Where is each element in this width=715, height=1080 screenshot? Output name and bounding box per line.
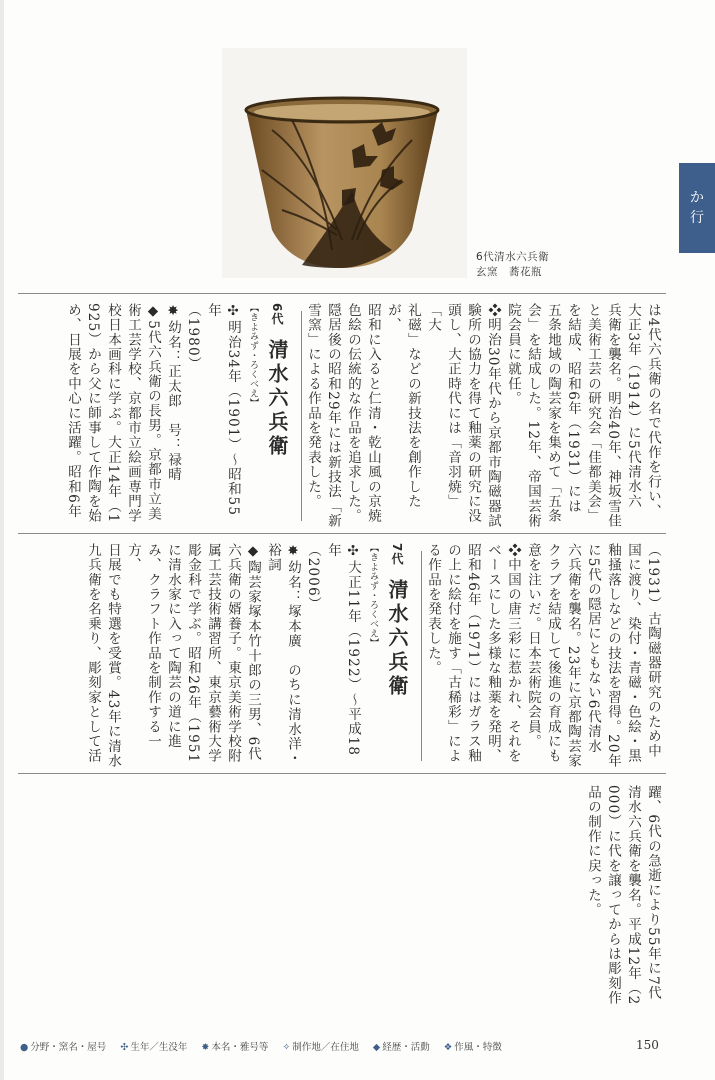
entry-line: 属工芸技術講習所、東京藝術大学 — [205, 543, 221, 764]
legend-item-career: ◆ 経歴・活動 — [372, 1042, 430, 1053]
bowl-image — [242, 90, 442, 270]
text-band-3 — [18, 785, 663, 1011]
text-line: 礼磁」などの新技法を創作したが、 — [385, 303, 421, 509]
entry-line: 裕詞 — [265, 543, 281, 573]
entry-line: ✸幼名：正太郎 号：禄晴 — [165, 303, 181, 482]
text-line: と美術工芸の研究会「佳都美会」 — [585, 303, 601, 524]
text-line: 会」を結成した。12年、帝国芸術 — [525, 303, 541, 529]
entry-line: 校日本画科に学ぶ。大正14年（1 — [105, 303, 121, 524]
text-line: に5代の隠居にともない6代清水 — [585, 543, 601, 754]
symbol-legend — [20, 1039, 513, 1053]
index-tab-char-1: か — [690, 190, 704, 206]
text-line: 品の制作に戻った。 — [585, 785, 601, 918]
legend-item-place: ✧ 制作地／在住地 — [282, 1042, 359, 1053]
legend-item-field: ● 分野・窯名・屋号 — [20, 1042, 107, 1053]
legend-item-birth: ✣ 生年／生没年 — [120, 1042, 188, 1053]
diamond-icon: ◆ — [372, 1042, 381, 1053]
page-number: 150 — [636, 1038, 659, 1052]
text-line: 国に渡り、染付・青磁・色絵・黒 — [625, 543, 641, 764]
text-line: 兵衛を襲名。明治40年、神坂雪佳 — [605, 303, 621, 529]
text-line: る作品を発表した。 — [425, 543, 441, 676]
text-line: ❖明治30年代から京都市陶磁器試 — [485, 303, 501, 529]
entry-reading: 【きよみず・ろくべえ】 — [248, 303, 258, 408]
page-edge-shadow — [0, 0, 4, 1080]
text-line: ❖中国の唐三彩に惹かれ、それを — [505, 543, 521, 764]
text-line: 雪窯」による作品を発表した。 — [305, 303, 321, 509]
artwork-photo — [222, 48, 467, 278]
entry-heading-7th — [387, 543, 407, 769]
entry-line: ✣大正11年（1922）〜平成18年 — [325, 543, 361, 757]
entry-line: め、日展を中心に活躍。昭和6年 — [65, 303, 81, 519]
text-line: 色絵の伝統的な作品を追求した。 — [345, 303, 361, 524]
entry-heading-6th — [267, 303, 287, 529]
entry-line: （1980） — [185, 303, 201, 372]
text-line: 000）に代を譲ってからは彫刻作 — [605, 785, 621, 1006]
text-line: （1931）古陶磁器研究のため中 — [645, 543, 661, 759]
entry-line: 六兵衛の婿養子。東京美術学校附 — [225, 543, 241, 764]
star-icon: ✸ — [201, 1042, 210, 1053]
text-line: 五条地域の陶芸家を集めて「五条 — [545, 303, 561, 524]
entry-name: 清水六兵衛 — [265, 339, 289, 460]
flower-cross-icon: ✣ — [120, 1042, 129, 1053]
text-line: 意を注いだ。日本芸術院会員。 — [525, 543, 541, 749]
caption-title: 玄窯 蕎花瓶 — [476, 266, 542, 278]
entry-line: に清水家に入って陶芸の道に進 — [165, 543, 181, 749]
text-line: を結成、昭和6年（1931）には — [565, 303, 581, 514]
entry-name: 清水六兵衛 — [385, 579, 409, 700]
text-line: 躍、6代の急逝により55年に7代 — [645, 785, 661, 1001]
text-line: 清水六兵衛を襲名。平成12年（2 — [625, 785, 641, 1006]
text-band-1 — [18, 303, 663, 529]
legend-item-style: ❖ 作風・特徴 — [443, 1042, 502, 1053]
entry-generation: 6代 — [270, 303, 284, 326]
index-tab-ka-gyo[interactable] — [679, 163, 715, 253]
text-line: 験所の協力を得て釉薬の研究に没 — [465, 303, 481, 524]
entry-line: 日展でも特選を受賞。43年に清水 — [105, 543, 121, 769]
entry-line: （2006） — [305, 543, 321, 612]
entry-line: 術工芸学校、京都市立絵画専門学 — [125, 303, 141, 524]
text-line: 院会員に就任。 — [505, 303, 521, 406]
text-line: は4代六兵衛の名で代作を行い、 — [645, 303, 661, 519]
text-line: 昭和に入ると仁清・乾山風の京焼 — [365, 303, 381, 524]
entry-line: ◆陶芸家塚本竹十郎の三男、6代 — [245, 543, 261, 762]
entry-line: ✣明治34年（1901）〜昭和55年 — [205, 303, 241, 517]
index-tab-char-2: 行 — [690, 210, 704, 226]
section-rule-3 — [18, 773, 666, 774]
text-line: 頭し、大正時代には「音羽焼」「大 — [425, 303, 461, 509]
text-line: ベースにした多様な釉薬を発明、 — [485, 543, 501, 764]
legend-item-name: ✸ 本名・雅号等 — [201, 1042, 269, 1053]
photo-caption — [476, 250, 549, 280]
entry-reading: 【きよみず・ろくべえ】 — [368, 543, 378, 648]
text-line: の上に絵付を施す「古稀彩」によ — [445, 543, 461, 764]
entry-line: 九兵衛を名乗り、彫刻家として活 — [85, 543, 101, 764]
caption-artist: 6代清水六兵衛 — [476, 251, 550, 263]
entry-line: み、クラフト作品を制作する一方、 — [125, 543, 161, 749]
entry-generation: 7代 — [390, 543, 404, 566]
text-line: 昭和46年（1971）にはガラス釉 — [465, 543, 481, 764]
section-rule-2 — [18, 533, 666, 534]
outline-diamond-icon: ✧ — [282, 1042, 291, 1053]
text-line: 六兵衛を襲名。23年に京都陶芸家 — [565, 543, 581, 769]
four-diamond-icon: ❖ — [443, 1042, 453, 1053]
entry-line: ◆5代六兵衛の長男。京都市立美 — [145, 303, 161, 522]
text-line: 隠居後の昭和29年には新技法「新 — [325, 303, 341, 529]
text-line: 釉掻落しなどの技法を習得。20年 — [605, 543, 621, 769]
text-line: 大正3年（1914）に5代清水六 — [625, 303, 641, 509]
section-rule-1 — [18, 293, 666, 294]
circle-icon: ● — [20, 1042, 29, 1053]
entry-line: 925）から父に師事して作陶を始 — [85, 303, 101, 524]
text-line: クラブを結成して後進の育成にも — [545, 543, 561, 764]
text-band-2 — [18, 543, 663, 769]
entry-line: 彫金科で学ぶ。昭和26年（1951 — [185, 543, 201, 764]
entry-line: ✸幼名：塚本廣 のちに清水洋・ — [285, 543, 301, 766]
